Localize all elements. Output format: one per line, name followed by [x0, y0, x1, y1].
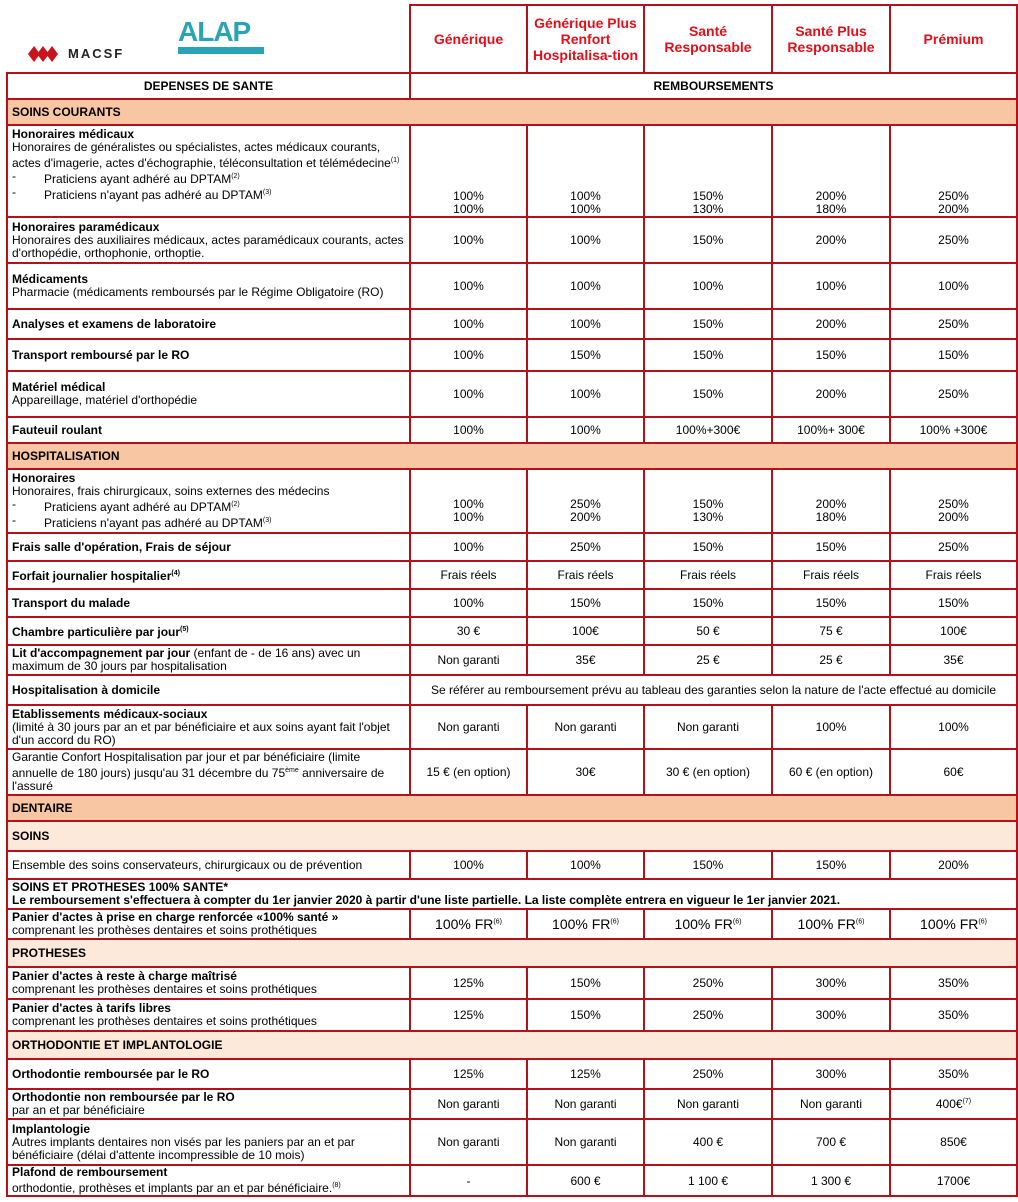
cell: 100% FR$^{(6)}$ — [410, 909, 527, 939]
table-row — [7, 617, 1017, 645]
cell: Non garanti — [772, 1089, 890, 1119]
cell: 150% — [644, 851, 772, 879]
section-title: SOINS — [7, 821, 1017, 851]
cell: 100%+300€ — [644, 417, 772, 443]
row-label: Panier d'actes à reste à charge maîtrisé comprenant les prothèses dentaires et soins prothétiques — [7, 967, 410, 999]
cell: 150% — [772, 533, 890, 561]
cell: 100% — [410, 309, 527, 339]
table-row — [7, 263, 1017, 309]
row-label: Panier d'actes à prise en charge renforcée «100% santé » comprenant les prothèses dentaires et soins prothétiques — [7, 909, 410, 939]
table-row — [7, 217, 1017, 263]
section-title: ORTHODONTIE ET IMPLANTOLOGIE — [7, 1031, 1017, 1059]
cell: 100% FR$^{(6)}$ — [772, 909, 890, 939]
cell: 600 € — [527, 1165, 644, 1196]
cell: Non garanti — [527, 1119, 644, 1165]
col-header-generique: Générique — [410, 5, 527, 73]
table-row — [7, 589, 1017, 617]
cell: 30 € — [410, 617, 527, 645]
row-label: Honoraires Honoraires, frais chirurgicaux, soins externes des médecins - Praticiens ayant adhéré au DPTAM$^{(2)}$ - Praticiens n'ayant pas adhéré au DPTAM$^{(3)}$ — [7, 469, 410, 533]
cell: 150% — [890, 339, 1017, 371]
cell: 300% — [772, 967, 890, 999]
cell: Frais réels — [644, 561, 772, 589]
cell: 100% — [410, 217, 527, 263]
table-row — [7, 469, 1017, 533]
cell: 100% — [410, 417, 527, 443]
cell: 350% — [890, 999, 1017, 1031]
table-row — [7, 645, 1017, 675]
section-soins-courants — [7, 99, 1017, 125]
col-header-sante-responsable: Santé Responsable — [644, 5, 772, 73]
cell: 150% — [890, 589, 1017, 617]
cell: 150% — [772, 589, 890, 617]
cell: 50 € — [644, 617, 772, 645]
cell: 400€$^{(7)}$ — [890, 1089, 1017, 1119]
cell: 100% — [890, 263, 1017, 309]
cell: 125% — [410, 999, 527, 1031]
section-title: SOINS COURANTS — [7, 99, 1017, 125]
cell: 150% — [644, 533, 772, 561]
table-row — [7, 533, 1017, 561]
cell: 150% — [527, 589, 644, 617]
cell: Non garanti — [527, 705, 644, 749]
cell: 150% — [527, 967, 644, 999]
sante100-header-row — [7, 879, 1017, 909]
table-row — [7, 339, 1017, 371]
row-label: Transport remboursé par le RO — [7, 339, 410, 371]
cell: 100€ — [890, 617, 1017, 645]
row-label: Matériel médical Appareillage, matériel d'orthopédie — [7, 371, 410, 417]
section-title: HOSPITALISATION — [7, 443, 1017, 469]
cell: 125% — [410, 967, 527, 999]
cell: 250% — [644, 967, 772, 999]
section-hospitalisation — [7, 443, 1017, 469]
cell: Non garanti — [410, 705, 527, 749]
cell: 30€ — [527, 749, 644, 795]
cell: 100% — [527, 371, 644, 417]
section-protheses — [7, 939, 1017, 967]
cell: 125% — [410, 1059, 527, 1089]
cell: Frais réels — [527, 561, 644, 589]
cell: 100% — [527, 309, 644, 339]
cell: 700 € — [772, 1119, 890, 1165]
cell: 100% — [772, 705, 890, 749]
row-label: Honoraires paramédicaux Honoraires des auxiliaires médicaux, actes paramédicaux courants, actes d'orthopédie, orthophonie, orthoptie. — [7, 217, 410, 263]
table-row — [7, 561, 1017, 589]
cell: 250% — [890, 309, 1017, 339]
cell: 25 € — [772, 645, 890, 675]
cell: 200% — [890, 851, 1017, 879]
cell: 250% — [890, 217, 1017, 263]
cell: 100% FR$^{(6)}$ — [644, 909, 772, 939]
cell: 125% — [527, 1059, 644, 1089]
cell: Non garanti — [410, 1119, 527, 1165]
table-row — [7, 1089, 1017, 1119]
section-title: DENTAIRE — [7, 795, 1017, 821]
table-row — [7, 309, 1017, 339]
cell: 250% 200% — [527, 469, 644, 533]
cell: 200% — [772, 309, 890, 339]
table-row — [7, 125, 1017, 217]
cell: 25 € — [644, 645, 772, 675]
cell: 100% — [410, 263, 527, 309]
cell: 35€ — [890, 645, 1017, 675]
cell: Non garanti — [644, 705, 772, 749]
row-label: Médicaments Pharmacie (médicaments remboursés par le Régime Obligatoire (RO) — [7, 263, 410, 309]
table-row — [7, 675, 1017, 705]
row-label: Orthodontie non remboursée par le RO par an et par bénéficiaire — [7, 1089, 410, 1119]
garanties-table — [6, 4, 1018, 1197]
section-ortho — [7, 1031, 1017, 1059]
cell: 150% — [772, 339, 890, 371]
cell: 150% 130% — [644, 469, 772, 533]
cell: Frais réels — [772, 561, 890, 589]
section-soins — [7, 821, 1017, 851]
row-label: Honoraires médicaux Honoraires de généralistes ou spécialistes, actes médicaux courants, actes d'imagerie, actes d'échographie, téléconsultation et télémédecine$^{(1)}$ - Praticiens ayant adhéré au DPTAM$^{(2)}$ - Praticiens n'ayant pas adhéré au DPTAM$^{(3)}$ — [7, 125, 410, 217]
table-row — [7, 1165, 1017, 1196]
row-label: Hospitalisation à domicile — [7, 675, 410, 705]
cell: 300% — [772, 1059, 890, 1089]
cell: 150% — [644, 217, 772, 263]
row-label: Orthodontie remboursée par le RO — [7, 1059, 410, 1089]
cell: 100% — [410, 589, 527, 617]
merged-cell: Se référer au remboursement prévu au tableau des garanties selon la nature de l'acte effectué au domicile — [410, 675, 1017, 705]
cell: 150% — [644, 371, 772, 417]
cell: 100% — [890, 705, 1017, 749]
cell: 250% 200% — [890, 125, 1017, 217]
caption-remboursements: REMBOURSEMENTS — [410, 73, 1017, 99]
cell: 150% — [644, 339, 772, 371]
cell: Non garanti — [644, 1089, 772, 1119]
cell: 400 € — [644, 1119, 772, 1165]
table-row — [7, 1059, 1017, 1089]
cell: 150% — [644, 309, 772, 339]
cell: 1 100 € — [644, 1165, 772, 1196]
cell: 100% — [772, 263, 890, 309]
cell: 150% — [772, 851, 890, 879]
table-row — [7, 749, 1017, 795]
row-label: Chambre particulière par jour$^{(5)}$ — [7, 617, 410, 645]
header-row — [7, 5, 1017, 73]
cell: 100% — [644, 263, 772, 309]
cell: 100% +300€ — [890, 417, 1017, 443]
cell: 300% — [772, 999, 890, 1031]
row-label: Ensemble des soins conservateurs, chirurgicaux ou de prévention — [7, 851, 410, 879]
table-row — [7, 851, 1017, 879]
cell: 250% 200% — [890, 469, 1017, 533]
row-label: Plafond de remboursement orthodontie, prothèses et implants par an et par bénéficiaire.$^{(8)}$ — [7, 1165, 410, 1196]
row-label: Fauteuil roulant — [7, 417, 410, 443]
cell: Frais réels — [410, 561, 527, 589]
row-label: Transport du malade — [7, 589, 410, 617]
cell: 100%+ 300€ — [772, 417, 890, 443]
cell: Non garanti — [527, 1089, 644, 1119]
alap-wordmark: ALAP — [178, 16, 251, 47]
cell: 100% — [410, 339, 527, 371]
cell: 250% — [644, 1059, 772, 1089]
cell: 350% — [890, 1059, 1017, 1089]
table-row — [7, 1119, 1017, 1165]
cell: 200% 180% — [772, 125, 890, 217]
cell: 100% — [527, 263, 644, 309]
cell: 100% — [410, 371, 527, 417]
cell: 850€ — [890, 1119, 1017, 1165]
cell: 100% 100% — [410, 125, 527, 217]
cell: 1 300 € — [772, 1165, 890, 1196]
cell: 100% 100% — [410, 469, 527, 533]
row-label: Garantie Confort Hospitalisation par jour et par bénéficiaire (limite annuelle de 180 jours) jusqu'au 31 décembre du 75ème anniversaire de l'assuré — [7, 749, 410, 795]
cell: 200% — [772, 371, 890, 417]
cell: 100% FR$^{(6)}$ — [890, 909, 1017, 939]
col-header-sante-plus: Santé Plus Responsable — [772, 5, 890, 73]
cell: 100% — [410, 851, 527, 879]
sante100-header: SOINS ET PROTHESES 100% SANTE* Le remboursement s'effectuera à compter du 1er janvier 2020 à partir d'une liste partielle. La liste complète entrera en vigueur le 1er janvier 2021. — [7, 879, 1017, 909]
cell: 150% — [527, 339, 644, 371]
row-label: Forfait journalier hospitalier$^{(4)}$ — [7, 561, 410, 589]
cell: 60 € (en option) — [772, 749, 890, 795]
section-title: PROTHESES — [7, 939, 1017, 967]
row-label: Frais salle d'opération, Frais de séjour — [7, 533, 410, 561]
row-label: Etablissements médicaux-sociaux (limité à 30 jours par an et par bénéficiaire et aux soins ayant fait l'objet d'un accord du RO) — [7, 705, 410, 749]
cell: 75 € — [772, 617, 890, 645]
table-row — [7, 999, 1017, 1031]
cell: 250% — [527, 533, 644, 561]
cell: 150% 130% — [644, 125, 772, 217]
cell: 100% — [527, 851, 644, 879]
row-label: Panier d'actes à tarifs libres comprenant les prothèses dentaires et soins prothétiques — [7, 999, 410, 1031]
cell: - — [410, 1165, 527, 1196]
cell: Non garanti — [410, 1089, 527, 1119]
row-label: Lit d'accompagnement par jour (enfant de - de 16 ans) avec un maximum de 30 jours par hospitalisation — [7, 645, 410, 675]
cell: 100% 100% — [527, 125, 644, 217]
cell: 100€ — [527, 617, 644, 645]
cell: 100% FR$^{(6)}$ — [527, 909, 644, 939]
table-row — [7, 909, 1017, 939]
table-row — [7, 705, 1017, 749]
table-row — [7, 371, 1017, 417]
cell: Frais réels — [890, 561, 1017, 589]
cell: 250% — [890, 371, 1017, 417]
row-label: Implantologie Autres implants dentaires non visés par les paniers par an et par bénéficiaire (délai d'attente incompressible de 10 mois) — [7, 1119, 410, 1165]
logo-cell — [7, 5, 410, 73]
cell: 150% — [527, 999, 644, 1031]
cell: 60€ — [890, 749, 1017, 795]
cell: 15 € (en option) — [410, 749, 527, 795]
cell: 200% — [772, 217, 890, 263]
cell: 100% — [527, 417, 644, 443]
caption-row — [7, 73, 1017, 99]
row-label: Analyses et examens de laboratoire — [7, 309, 410, 339]
cell: 35€ — [527, 645, 644, 675]
col-header-generique-plus: Générique Plus Renfort Hospitalisa-tion — [527, 5, 644, 73]
cell: Non garanti — [410, 645, 527, 675]
caption-depenses: DEPENSES DE SANTE — [7, 73, 410, 99]
cell: 350% — [890, 967, 1017, 999]
macsf-wordmark: MACSF — [68, 45, 125, 61]
cell: 100% — [410, 533, 527, 561]
cell: 250% — [890, 533, 1017, 561]
cell: 1700€ — [890, 1165, 1017, 1196]
cell: 250% — [644, 999, 772, 1031]
cell: 30 € (en option) — [644, 749, 772, 795]
cell: 100% — [527, 217, 644, 263]
table-row — [7, 417, 1017, 443]
section-dentaire — [7, 795, 1017, 821]
table-row — [7, 967, 1017, 999]
cell: 200% 180% — [772, 469, 890, 533]
cell: 150% — [644, 589, 772, 617]
col-header-premium: Prémium — [890, 5, 1017, 73]
